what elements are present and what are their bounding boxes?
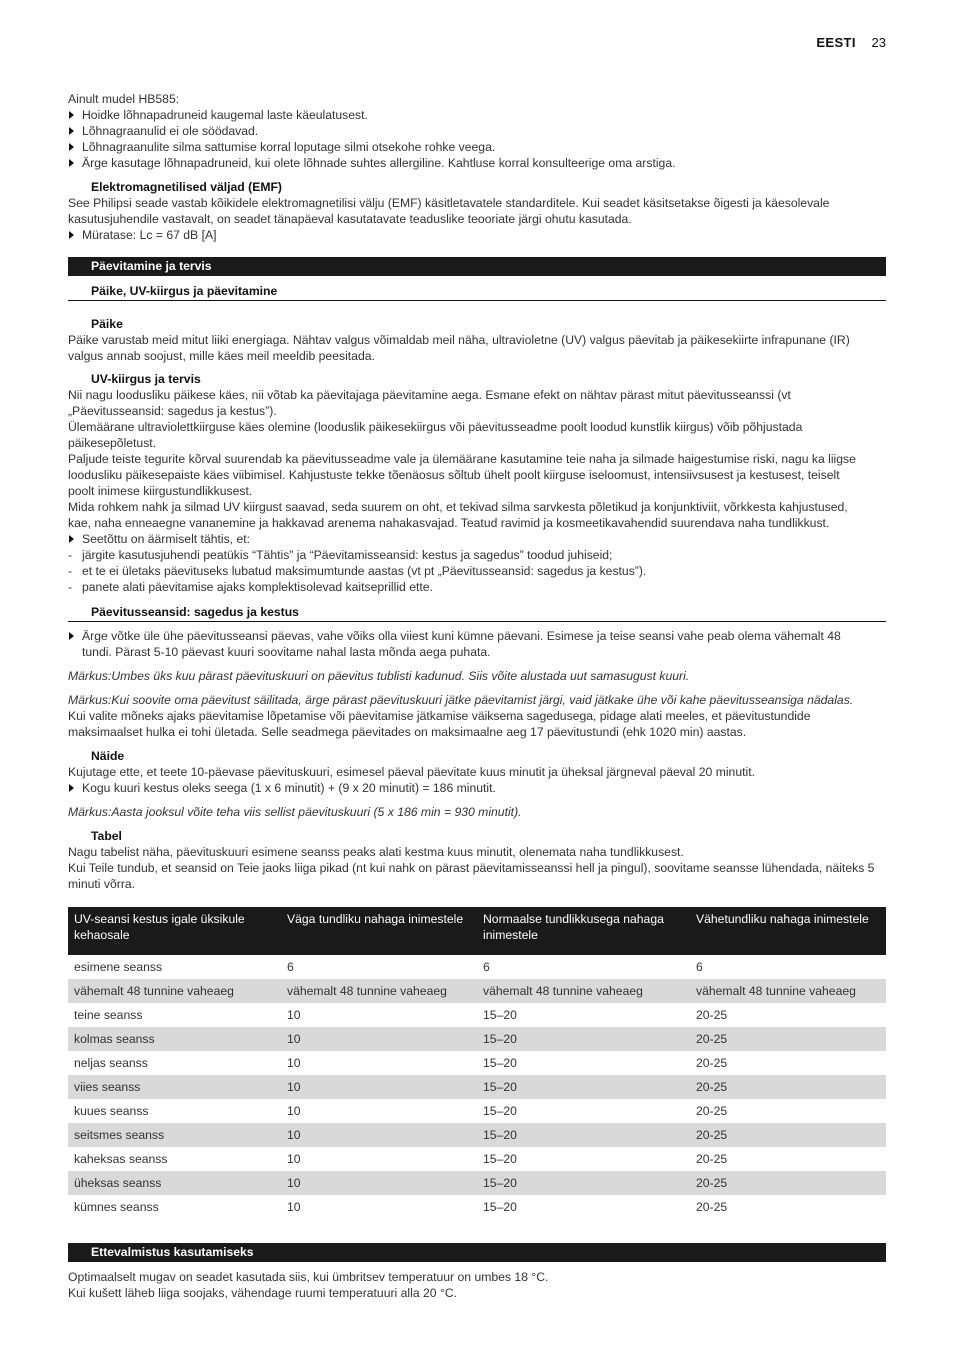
dash-item: - et te ei ületaks päevituseks lubatud maksimumtunde aastas (vt pt „Päevitusseansid: sagedus ja kestus”). bbox=[68, 563, 886, 579]
table-cell: 20-25 bbox=[696, 1008, 728, 1022]
table-cell: viies seanss bbox=[68, 1075, 281, 1099]
table-heading: Tabel bbox=[91, 829, 122, 843]
table-header-row bbox=[68, 907, 886, 955]
column-header: Väga tundliku nahaga inimestele bbox=[281, 907, 477, 955]
dash-item: - panete alati päevitamise ajaks komplektisolevad kaitseprillid ette. bbox=[68, 579, 886, 595]
table-row bbox=[68, 1051, 886, 1075]
table-row bbox=[68, 1075, 886, 1099]
table-cell: vähemalt 48 tunnine vaheaeg bbox=[690, 979, 886, 1003]
table-cell: 6 bbox=[483, 960, 490, 974]
sun-line: Päike varustab meid mitut liiki energiaga. Nähtav valgus võimaldab meil näha, ultravioletne (UV) valgus päevitab ja päikesekiirte infrapunane (IR) bbox=[68, 333, 850, 347]
noise-level: Müratase: Lc = 67 dB [A] bbox=[68, 227, 886, 243]
table-cell: 20-25 bbox=[696, 1056, 728, 1070]
example-heading: Näide bbox=[91, 749, 125, 763]
sessions-bullet-line: tundi. Pärast 5-10 päevast kuuri soovitame nahal lasta mõnda aega puhata. bbox=[82, 645, 491, 659]
sun-line: valgus annab soojust, mille käes meil meeldib peesitada. bbox=[68, 349, 375, 363]
table-cell: 10 bbox=[287, 1104, 301, 1118]
table-cell: 20-25 bbox=[690, 1027, 886, 1051]
example-bullet: Kogu kuuri kestus oleks seega (1 x 6 minutit) + (9 x 20 minutit) = 186 minutit. bbox=[68, 780, 886, 796]
example-note: Märkus:Aasta jooksul võite teha viis sellist päevituskuuri (5 x 186 min = 930 minutit). bbox=[68, 805, 522, 819]
table-row bbox=[68, 1195, 886, 1219]
table-row bbox=[68, 1027, 886, 1051]
intro-bullet: Ärge kasutage lõhnapadruneid, kui olete lõhnade suhtes allergiline. Kahtluse korral konsulteerige oma arstiga. bbox=[68, 155, 886, 171]
table-cell: 10 bbox=[287, 1056, 301, 1070]
table-cell: 6 bbox=[696, 960, 703, 974]
sessions-after-line: Kui valite mõneks ajaks päevitamise lõpetamise või päevitamise jätkamise väiksema sagedusega, pidage alati meeles, et päevitustundide bbox=[68, 709, 811, 723]
table-cell: 20-25 bbox=[696, 1152, 728, 1166]
table-cell: 15–20 bbox=[483, 1200, 517, 1214]
page-number: 23 bbox=[871, 35, 886, 50]
uv-line: Nii nagu loodusliku päikese käes, nii võtab ka päevitajaga päevitamine aega. Esmane efekt on nähtav pärast mitut päevitusseanssi (vt bbox=[68, 388, 791, 402]
table-cell: kuues seanss bbox=[74, 1104, 149, 1118]
page-header bbox=[816, 35, 886, 50]
sessions-block bbox=[68, 628, 886, 660]
table-cell: 10 bbox=[281, 1123, 477, 1147]
table-cell: 20-25 bbox=[690, 1075, 886, 1099]
intro-bullet: Lõhnagraanulid ei ole söödavad. bbox=[68, 123, 886, 139]
table-cell: kaheksas seanss bbox=[74, 1152, 168, 1166]
table-cell: 15–20 bbox=[477, 1027, 690, 1051]
important-intro: Seetõttu on äärmiselt tähtis, et: bbox=[68, 531, 886, 547]
emf-block bbox=[68, 179, 886, 243]
table-cell: seitsmes seanss bbox=[68, 1123, 281, 1147]
note-1: Märkus:Umbes üks kuu pärast päevituskuuri on päevitus tublisti kadunud. Siis võite alustada uut samasugust kuuri. bbox=[68, 669, 690, 683]
table-cell: esimene seanss bbox=[74, 960, 163, 974]
table-cell: kolmas seanss bbox=[68, 1027, 281, 1051]
note-2: Märkus:Kui soovite oma päevitust säilitada, ärge pärast päevituskuuri jätke päevitamist järgi, vaid jätkake ühe või kahe päevitusseansiga nädalas. bbox=[68, 693, 854, 707]
table-cell: teine seanss bbox=[74, 1008, 143, 1022]
sessions-bullet bbox=[68, 628, 886, 660]
intro-block bbox=[68, 91, 886, 171]
table-text-block bbox=[68, 828, 886, 892]
table-cell: 20-25 bbox=[690, 1123, 886, 1147]
table-cell: 20-25 bbox=[696, 1104, 728, 1118]
dash-item: - järgite kasutusjuhendi peatükis “Tähtis” ja “Päevitamisseansid: kestus ja sagedus” toodud juhiseid; bbox=[68, 547, 886, 563]
preparation-line: Kui kušett läheb liiga soojaks, vähendage ruumi temperatuuri alla 20 °C. bbox=[68, 1286, 458, 1300]
table-cell: 15–20 bbox=[483, 1152, 517, 1166]
uv-line: loodusliku päikesepaiste käes viibimisel. Kahjustuste tekke tõenäosus sõltub ühelt poolt kiirguse iseloomust, intensiivsusest ja kestusest, teiselt bbox=[68, 468, 840, 482]
table-text-line: Nagu tabelist näha, päevituskuuri esimene seanss peaks alati kestma kuus minutit, olenemata naha tundlikkusest. bbox=[68, 845, 684, 859]
table-cell: 10 bbox=[287, 1008, 301, 1022]
table-cell: neljas seanss bbox=[74, 1056, 148, 1070]
column-header: UV-seansi kestus igale üksikule kehaosale bbox=[68, 907, 281, 955]
table-row bbox=[68, 1171, 886, 1195]
sun-block bbox=[68, 316, 886, 364]
sessions-after-line: maksimaalset hulka ei tohi ületada. Selle seadmega päevitades on maksimaalne aeg 17 päevitustundi (ehk 1020 min) aastas. bbox=[68, 725, 747, 739]
table-cell: vähemalt 48 tunnine vaheaeg bbox=[477, 979, 690, 1003]
uv-line: Ülemäärane ultraviolettkiirguse käes olemine (looduslik päikesekiirgus või päevitusseadme poolt loodud kunstlik kiirgus) võib põhjustada bbox=[68, 420, 803, 434]
table-body bbox=[68, 955, 886, 1219]
intro-bullet: Lõhnagraanulite silma sattumise korral loputage silmi otsekohe rohke veega. bbox=[68, 139, 886, 155]
model-note: Ainult mudel HB585: bbox=[68, 92, 180, 106]
uv-line: poolt inimese kiirgustundlikkusest. bbox=[68, 484, 253, 498]
table-row bbox=[68, 1099, 886, 1123]
uv-heading: UV-kiirgus ja tervis bbox=[91, 372, 201, 386]
table-cell: 15–20 bbox=[477, 1075, 690, 1099]
table-row bbox=[68, 955, 886, 979]
table-cell: 6 bbox=[287, 960, 294, 974]
emf-text-line: See Philipsi seade vastab kõikidele elektromagnetilisi välju (EMF) käsitletavatele standarditele. Kui seadet käsitsetakse õigesti ja käesolevale bbox=[68, 196, 830, 210]
uv-line: Mida rohkem nahk ja silmad UV kiirgust saavad, seda suurem on oht, et tekivad silma sarvkesta põletikud ja konjunktiviit, võrkkesta kahjustused, bbox=[68, 500, 848, 514]
table-cell: 15–20 bbox=[483, 1008, 517, 1022]
language-label: EESTI bbox=[816, 35, 856, 50]
table-cell: 15–20 bbox=[483, 1104, 517, 1118]
table-row bbox=[68, 979, 886, 1003]
sessions-after-block bbox=[68, 692, 886, 740]
table-cell: 15–20 bbox=[477, 1171, 690, 1195]
table-row bbox=[68, 1123, 886, 1147]
sessions-table bbox=[68, 907, 886, 1219]
table-cell: 10 bbox=[281, 1075, 477, 1099]
table-cell: 20-25 bbox=[696, 1200, 728, 1214]
uv-line: kae, naha enneaegne vananemine ja hakkavad arenema nahakasvajad. Teatud ravimid ja kosmeetikavahendid suurendava naha tundlikkust. bbox=[68, 516, 830, 530]
table-cell: vähemalt 48 tunnine vaheaeg bbox=[68, 979, 281, 1003]
emf-text-line: kasutusjuhendile vastavalt, on seadet tänapäeval kasutatavate teaduslike teooriate järgi ohutu kasutada. bbox=[68, 212, 632, 226]
uv-line: „Päevitusseansid: sagedus ja kestus”). bbox=[68, 404, 277, 418]
table-cell: 20-25 bbox=[690, 1171, 886, 1195]
table-cell: kümnes seanss bbox=[74, 1200, 159, 1214]
table-cell: 10 bbox=[287, 1200, 301, 1214]
sessions-bullet-line: Ärge võtke üle ühe päevitusseansi päevas, vahe võiks olla viiest kuni kümne päevani. Esimese ja teise seansi vahe peab olema vähemalt 48 bbox=[82, 629, 841, 643]
table-text-line: minuti võrra. bbox=[68, 877, 136, 891]
preparation-line: Optimaalselt mugav on seadet kasutada siis, kui ümbritsev temperatuur on umbes 18 °C. bbox=[68, 1270, 549, 1284]
sun-heading: Päike bbox=[91, 317, 123, 331]
table-cell: 15–20 bbox=[483, 1056, 517, 1070]
table-cell: vähemalt 48 tunnine vaheaeg bbox=[281, 979, 477, 1003]
section-bar-tanning: Päevitamine ja tervis bbox=[68, 257, 886, 276]
emf-heading: Elektromagnetilised väljad (EMF) bbox=[91, 180, 282, 194]
uv-line: Paljude teiste tegurite kõrval suurendab ka päevitusseadme vale ja ülemäärane kasutamine teie naha ja silmade haigestumise riski, nagu ka liigse bbox=[68, 452, 856, 466]
table-cell: 10 bbox=[287, 1152, 301, 1166]
column-header: Vähetundliku nahaga inimestele bbox=[690, 907, 886, 955]
table-cell: 10 bbox=[281, 1171, 477, 1195]
table-cell: 10 bbox=[281, 1027, 477, 1051]
subheading-sun-uv: Päike, UV-kiirgus ja päevitamine bbox=[68, 283, 886, 301]
table-cell: 15–20 bbox=[477, 1123, 690, 1147]
example-line: Kujutage ette, et teete 10-päevase päevituskuuri, esimesel päeval päevitate kuus minutit ja üheksal järgneval päeval 20 minutit. bbox=[68, 765, 755, 779]
table-row bbox=[68, 1003, 886, 1027]
sessions-table-wrap bbox=[68, 907, 886, 1219]
table-cell: üheksas seanss bbox=[68, 1171, 281, 1195]
section-bar-preparation: Ettevalmistus kasutamiseks bbox=[68, 1243, 886, 1262]
uv-block bbox=[68, 371, 886, 595]
example-block bbox=[68, 748, 886, 796]
intro-bullet: Hoidke lõhnapadruneid kaugemal laste käeulatusest. bbox=[68, 107, 886, 123]
uv-line: päikesepõletust. bbox=[68, 436, 157, 450]
sessions-heading: Päevitusseansid: sagedus ja kestus bbox=[68, 604, 886, 622]
column-header: Normaalse tundlikkusega nahaga inimestele bbox=[477, 907, 690, 955]
table-text-line: Kui Teile tundub, et seansid on Teie jaoks liiga pikad (nt kui nahk on pärast päevitamisseanssi hell ja pingul), soovitame seansse lühendada, näiteks 5 bbox=[68, 861, 875, 875]
preparation-block bbox=[68, 1269, 886, 1301]
table-row bbox=[68, 1147, 886, 1171]
